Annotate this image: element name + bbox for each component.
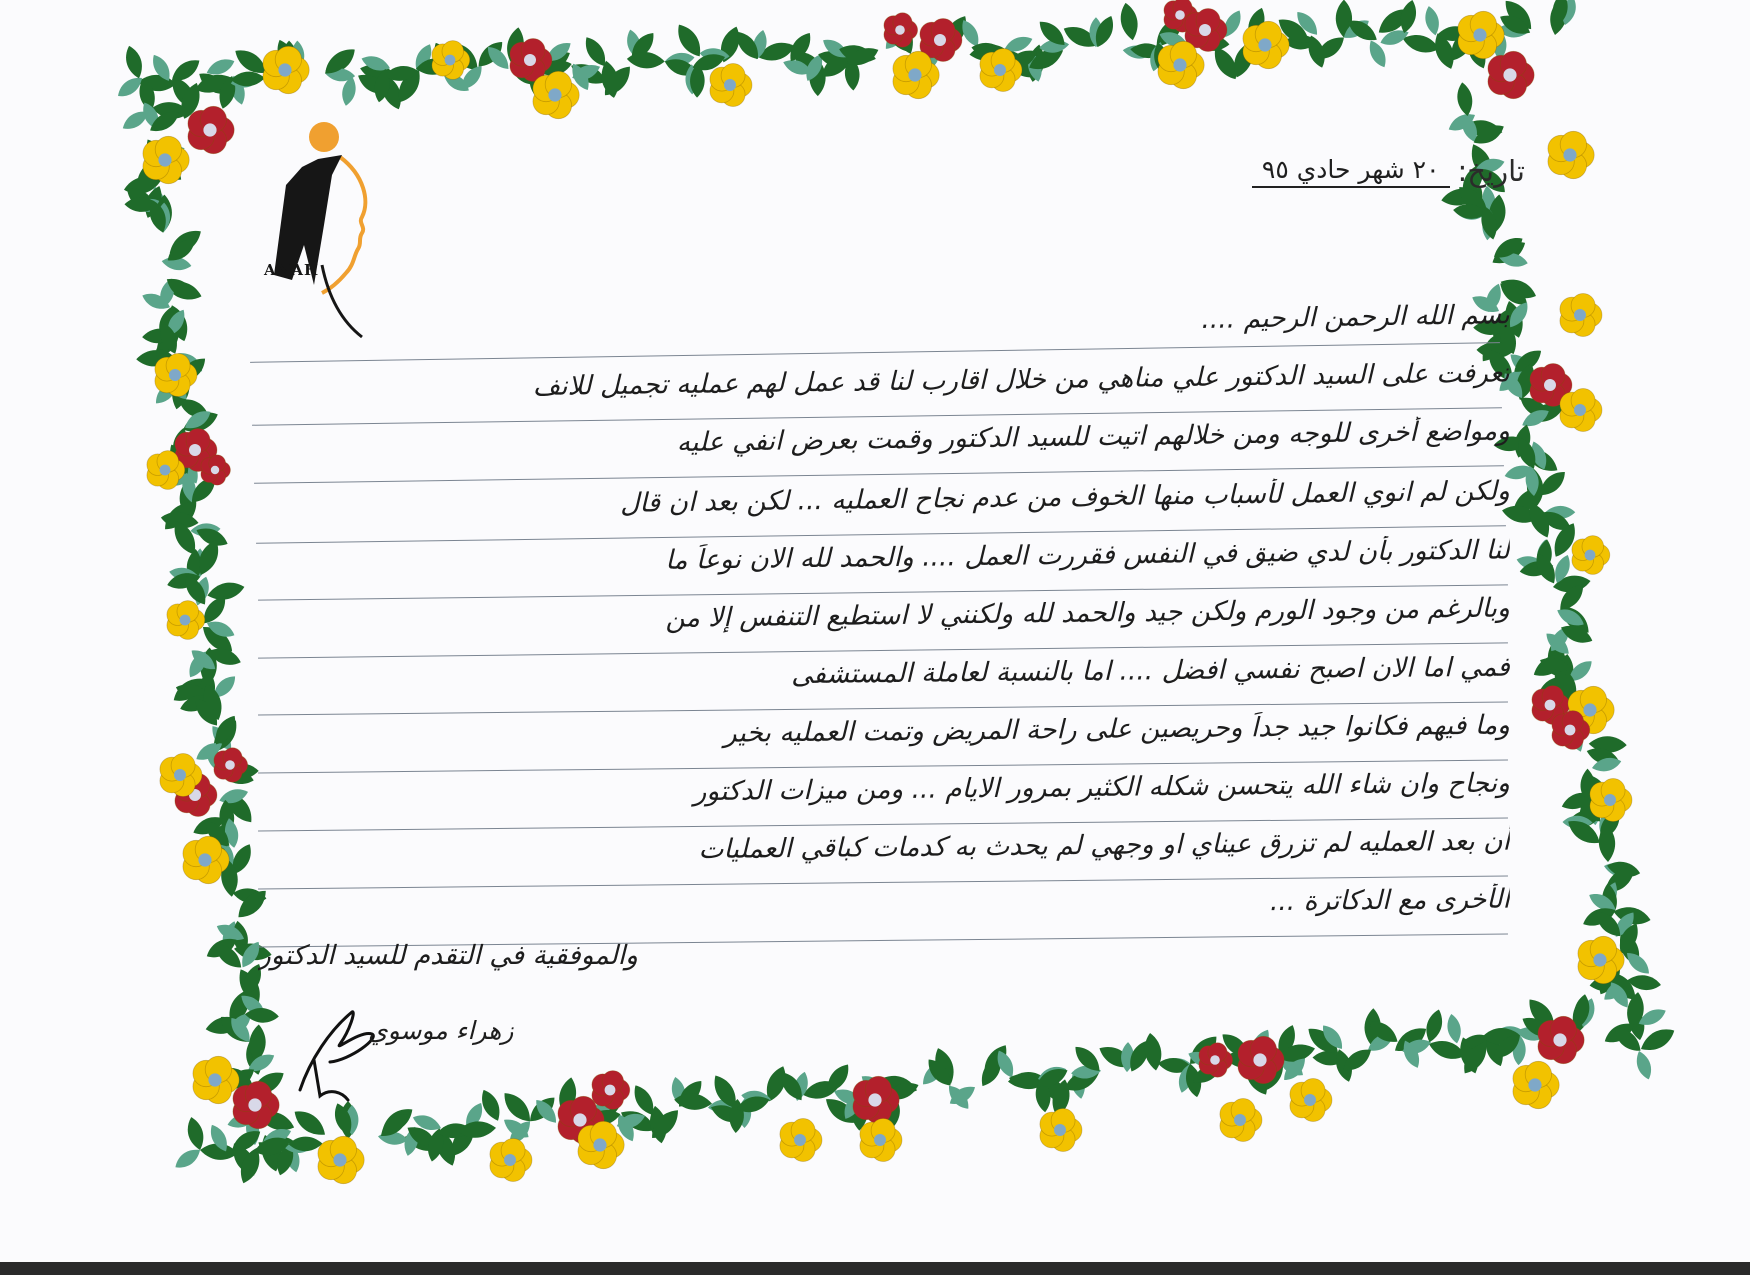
red-flower [1199, 1043, 1233, 1077]
yellow-flower [1513, 1061, 1559, 1108]
yellow-flower [1158, 41, 1204, 88]
border-leaf [290, 1105, 330, 1141]
yellow-flower [710, 64, 752, 107]
border-leaf [1118, 1, 1141, 41]
logo-wordmark: ANAH [264, 261, 320, 279]
yellow-flower [860, 1119, 902, 1162]
date-value: ٢٠ شهر حادي ٩٥ [1252, 155, 1450, 188]
signature-name: زهراء موسوي [368, 1016, 514, 1045]
yellow-flower [1572, 536, 1610, 575]
border-leaf [1422, 1008, 1445, 1045]
letter-line-7: وما فيهم فكانوا جيد جداً وحريصين على راحة المريض وتمت العمليه بخير [723, 709, 1511, 749]
letter-line-10: الأخرى مع الدكاترة ... [1269, 883, 1511, 918]
letter-line-5: وبالرغم من وجود الورم ولكن جيد والحمد لله ولكنني لا استطيع التنفس إلا من [665, 592, 1511, 634]
letter-line-2: ومواضع أخرى للوجه ومن خلالهم اتيت للسيد الدكتور وقمت بعرض انفي عليه [676, 415, 1511, 459]
border-leaf [1455, 81, 1475, 117]
letter-line-9: أن بعد العمليه لم تزرق عيناي او وجهي لم يحدث به كدمات كباقي العمليات [698, 825, 1511, 866]
red-flower [592, 1071, 630, 1110]
yellow-flower [533, 71, 579, 118]
scanner-bed-edge [0, 1262, 1750, 1275]
yellow-flower [1548, 131, 1594, 178]
yellow-flower [1560, 389, 1602, 432]
border-leaf [206, 579, 247, 603]
yellow-flower [490, 1139, 532, 1182]
yellow-flower [143, 136, 189, 183]
yellow-flower [1040, 1109, 1082, 1152]
red-flower [1488, 51, 1534, 98]
yellow-flower [193, 1056, 239, 1103]
letter-line-8: ونجاح وان شاء الله يتحسن شكله الكثير بمرور الايام ... ومن ميزات الدكتور [693, 767, 1511, 808]
yellow-flower [1590, 779, 1632, 822]
signature-block [290, 1000, 550, 1110]
letter-line-1: تعرفت على السيد الدكتور علي مناهي من خلال اقارب لنا قد عمل لهم عمليه تجميل للانف [532, 357, 1511, 403]
letter-line-3: ولكن لم انوي العمل لأسباب منها الخوف من عدم نجاح العمليه ... لكن بعد ان قال [619, 475, 1511, 519]
yellow-flower [167, 601, 205, 640]
yellow-flower [1220, 1099, 1262, 1142]
yellow-flower [780, 1119, 822, 1162]
handwritten-letter-body [258, 299, 1511, 984]
border-leaf [1633, 1049, 1655, 1082]
date-label: تاريخ: [1457, 154, 1525, 188]
border-leaf [122, 44, 146, 81]
border-leaf [184, 1115, 207, 1152]
yellow-flower [318, 1136, 364, 1183]
red-flower [201, 455, 231, 485]
border-leaf [1423, 5, 1442, 37]
border-leaf [1445, 1013, 1463, 1045]
letter-greeting: بسم الله الرحمن الرحيم .... [1201, 299, 1511, 335]
letter-line-4: لنا الدكتور بأن لدي ضيق في النفس فقررت العمل .... والحمد لله الان نوعاً ما [665, 534, 1511, 576]
yellow-flower [1290, 1079, 1332, 1122]
red-flower [188, 106, 234, 153]
yellow-flower [578, 1121, 624, 1168]
letter-line-6: فمي اما الان اصبح نفسي افضل .... اما بالنسبة لعاملة المستشفى [790, 651, 1511, 691]
date-field [1215, 142, 1525, 188]
yellow-flower [1560, 294, 1602, 337]
letter-line-11: والموفقية في التقدم للسيد الدكتور [258, 940, 638, 971]
logo-head-dot [309, 122, 339, 152]
